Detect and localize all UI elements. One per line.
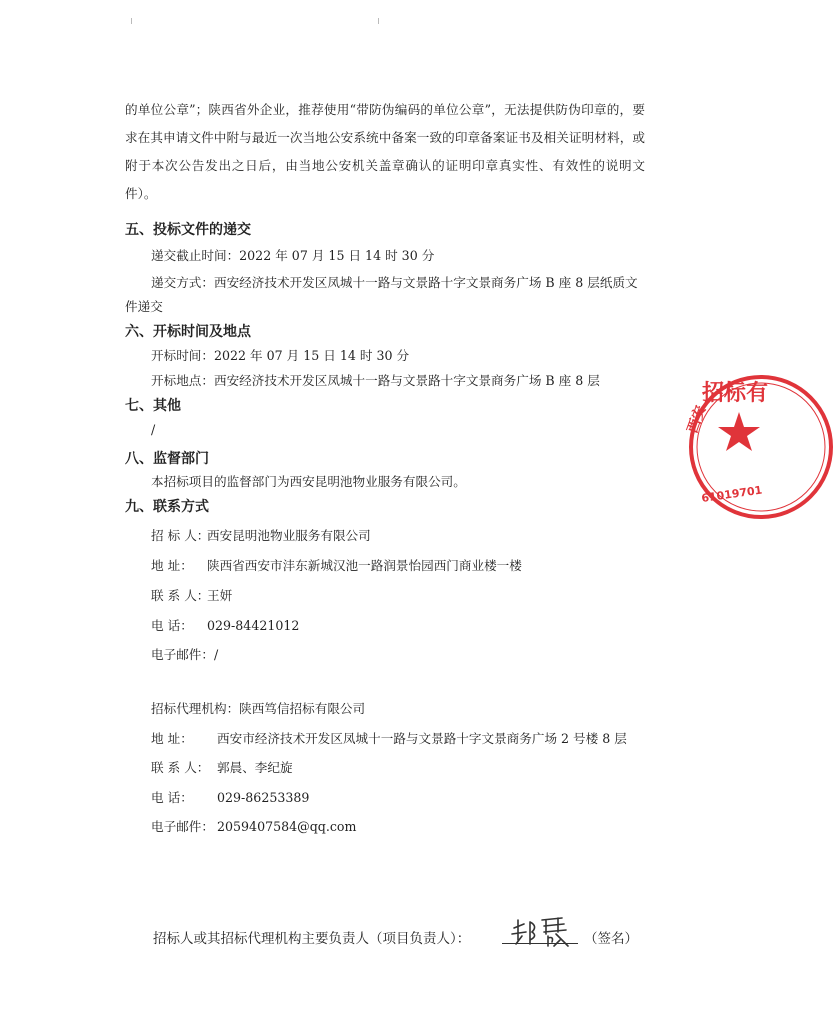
tenderer-address-row <box>151 557 522 575</box>
signature-underline <box>502 943 578 944</box>
section-5-heading: 五、投标文件的递交 <box>125 222 251 238</box>
tenderer-address: 陕西省西安市沣东新城汉池一路润景怡园西门商业楼一楼 <box>207 558 522 573</box>
agency-email-label: 电子邮件： <box>151 819 214 834</box>
agency-name-row <box>151 700 365 718</box>
submission-method-line2: 件递交 <box>125 299 163 314</box>
tenderer-name-row <box>151 527 371 545</box>
tenderer-contact-row <box>151 587 232 605</box>
tenderer-phone-row <box>151 617 299 635</box>
supervision-content: 本招标项目的监督部门为西安昆明池物业服务有限公司。 <box>151 474 466 489</box>
tenderer-email-row <box>151 646 218 664</box>
tenderer-email-label: 电子邮件： <box>151 647 214 662</box>
section-9-heading: 九、联系方式 <box>125 499 209 515</box>
intro-paragraph: 的单位公章”；陕西省外企业，推荐使用“带防伪编码的单位公章”，无法提供防伪印章的，要求在其申请文件中附与最近一次当地公安系统中备案一致的印章备案证书及相关证明材料，或附于本次公告发出之日后，由当地公安机关盖章确认的证明印章真实性、有效性的说明文件）。 <box>125 102 645 201</box>
handwritten-signature <box>500 910 580 950</box>
tenderer-contact-label: 联 系 人： <box>151 588 210 603</box>
sign-label: （签名） <box>584 931 638 947</box>
agency-name: 陕西笃信招标有限公司 <box>239 701 366 716</box>
tenderer-phone: 029-84421012 <box>207 618 300 633</box>
opening-place: 开标地点：西安经济技术开发区凤城十一路与文景路十字文景商务广场 B 座 8 层 <box>151 373 600 388</box>
svg-text:西安: 西安 <box>684 403 710 436</box>
official-seal-stamp <box>686 372 836 522</box>
other-content: / <box>151 422 156 437</box>
agency-phone-row <box>151 789 309 807</box>
scan-mark <box>378 18 379 24</box>
agency-address-label: 地 址： <box>151 731 193 746</box>
agency-address: 西安市经济技术开发区凤城十一路与文景路十字文景商务广场 2 号楼 8 层 <box>217 731 627 746</box>
agency-contact: 郭晨、李纪旋 <box>217 760 293 775</box>
tenderer-email: / <box>213 647 219 662</box>
agency-email: 2059407584@qq.com <box>217 819 357 834</box>
section-8-heading: 八、监督部门 <box>125 451 209 467</box>
signature-prompt: 招标人或其招标代理机构主要负责人（项目负责人）： <box>153 931 471 947</box>
agency-phone-label: 电 话： <box>151 790 193 805</box>
agency-address-row <box>151 730 627 748</box>
svg-text:招标有: 招标有 <box>702 381 769 406</box>
agency-contact-label: 联 系 人： <box>151 760 210 775</box>
agency-email-row <box>151 818 356 836</box>
submission-method-line1: 递交方式：西安经济技术开发区凤城十一路与文景路十字文景商务广场 B 座 8 层纸质文 <box>151 275 638 290</box>
opening-time: 开标时间：2022 年 07 月 15 日 14 时 30 分 <box>151 348 410 363</box>
section-6-heading: 六、开标时间及地点 <box>125 324 251 340</box>
tenderer-contact: 王妍 <box>207 588 233 603</box>
submission-deadline: 递交截止时间：2022 年 07 月 15 日 14 时 30 分 <box>151 248 435 263</box>
tenderer-address-label: 地 址： <box>151 558 193 573</box>
agency-name-label: 招标代理机构： <box>151 701 240 716</box>
tenderer-phone-label: 电 话： <box>151 618 193 633</box>
scan-mark <box>131 18 132 24</box>
section-7-heading: 七、其他 <box>125 398 181 414</box>
agency-contact-row <box>151 759 293 777</box>
agency-phone: 029-86253389 <box>217 790 310 805</box>
tenderer-name-label: 招 标 人： <box>151 528 210 543</box>
tenderer-name: 西安昆明池物业服务有限公司 <box>207 528 371 543</box>
svg-text:61019701: 61019701 <box>700 483 764 505</box>
